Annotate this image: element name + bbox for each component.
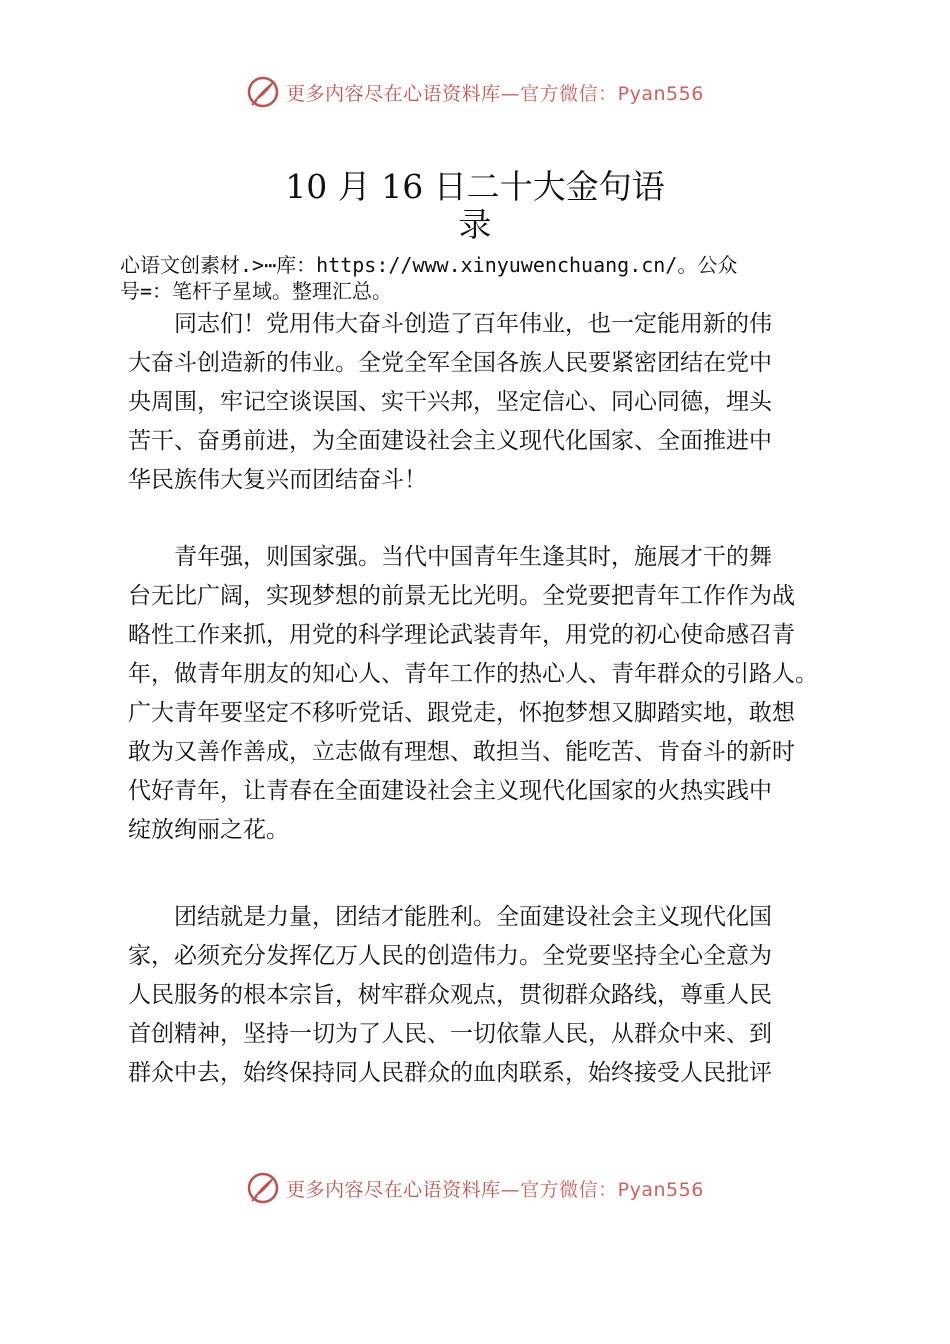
text-line: 同志们！党用伟大奋斗创造了百年伟业，也一定能用新的伟 (128, 311, 772, 337)
source-line: 号=：笔杆子星域。整理汇总。 (120, 279, 393, 303)
text-line: 群众中去，始终保持同人民群众的血肉联系，始终接受人民批评 (128, 1060, 772, 1086)
source-note (120, 252, 850, 304)
feather-quill-logo-icon (246, 1171, 280, 1205)
text-line: 央周围，牢记空谈误国、实干兴邦，坚定信心、同心同德，埋头 (128, 389, 772, 415)
text-line: 大奋斗创造新的伟业。全党全军全国各族人民要紧密团结在党中 (128, 350, 772, 376)
paragraph-2 (128, 538, 848, 850)
text-line: 人民服务的根本宗旨，树牢群众观点，贯彻群众路线，尊重人民 (128, 982, 772, 1008)
text-line: 家，必须充分发挥亿万人民的创造伟力。全党要坚持全心全意为 (128, 943, 772, 969)
text-line: 敢为又善作善成，立志做有理想、敢担当、能吃苦、肯奋斗的新时 (128, 739, 795, 765)
text-line: 华民族伟大复兴而团结奋斗！ (128, 467, 427, 493)
title-line: 10 月 16 日二十大金句语 (285, 167, 665, 206)
paragraph-3 (128, 898, 848, 1093)
title-line: 录 (458, 205, 492, 244)
text-line: 团结就是力量，团结才能胜利。全面建设社会主义现代化国 (128, 904, 772, 930)
text-line: 年，做青年朋友的知心人、青年工作的热心人、青年群众的引路人。 (128, 661, 818, 687)
text-line: 首创精神，坚持一切为了人民、一切依靠人民，从群众中来、到 (128, 1021, 772, 1047)
feather-quill-logo-icon (246, 75, 280, 109)
footer-watermark-banner (0, 1168, 950, 1208)
text-line: 青年强，则国家强。当代中国青年生逢其时，施展才干的舞 (128, 544, 772, 570)
text-line: 略性工作来抓，用党的科学理论武装青年，用党的初心使命感召青 (128, 622, 795, 648)
text-line: 绽放绚丽之花。 (128, 817, 289, 843)
banner-text: 更多内容尽在心语资料库—官方微信：Pyan556 (286, 1178, 704, 1201)
text-line: 苦干、奋勇前进，为全面建设社会主义现代化国家、全面推进中 (128, 428, 772, 454)
source-line: 心语文创素材.>⋯库：https://www.xinyuwenchuang.cn/。公众 (120, 253, 738, 277)
text-line: 代好青年，让青春在全面建设社会主义现代化国家的火热实践中 (128, 778, 772, 804)
banner-text: 更多内容尽在心语资料库—官方微信：Pyan556 (286, 82, 704, 105)
document-title (0, 168, 950, 244)
header-watermark-banner (0, 72, 950, 112)
paragraph-1 (128, 305, 848, 500)
text-line: 广大青年要坚定不移听党话、跟党走，怀抱梦想又脚踏实地，敢想 (128, 700, 795, 726)
text-line: 台无比广阔，实现梦想的前景无比光明。全党要把青年工作作为战 (128, 583, 795, 609)
